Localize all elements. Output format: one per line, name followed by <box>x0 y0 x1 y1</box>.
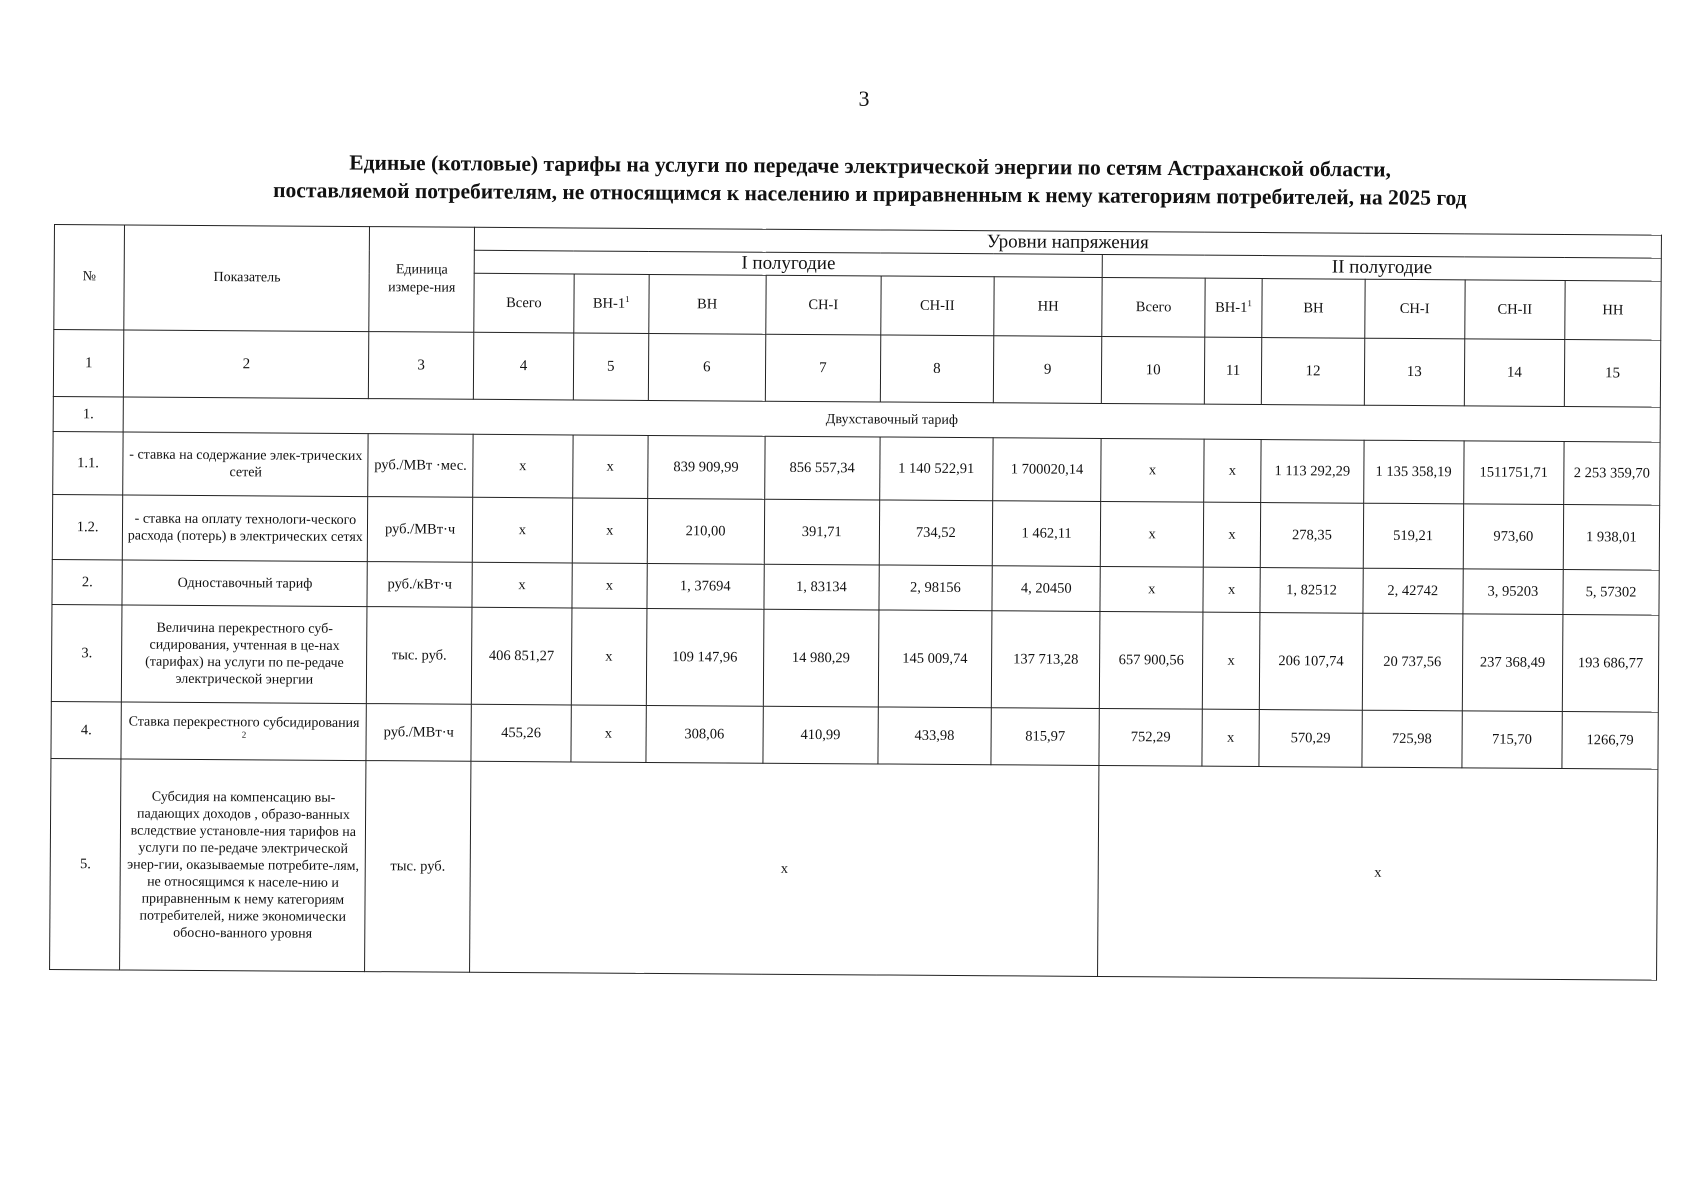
document-title <box>120 147 1620 213</box>
table-cell: 725,98 <box>1362 710 1463 768</box>
table-cell: 278,35 <box>1261 503 1364 569</box>
row-indicator: - ставка на оплату технологи-ческого расхода (потерь) в электрических сетях <box>123 495 369 562</box>
row-no: 1.1. <box>53 431 124 494</box>
footnote-mark-1: 1 <box>625 293 630 304</box>
header-h2-vn1-label: ВН-1 <box>1215 299 1248 316</box>
row-indicator: Одноставочный тариф <box>122 560 367 607</box>
table-cell: x <box>1202 709 1260 766</box>
row-unit: руб./МВт·ч <box>368 497 473 563</box>
table-cell: 2, 98156 <box>879 565 992 611</box>
col-number: 10 <box>1102 336 1205 404</box>
table-cell: 1 700020,14 <box>992 438 1101 502</box>
table-cell: 1 462,11 <box>992 501 1101 567</box>
table-cell: 1511751,71 <box>1463 441 1564 505</box>
table-cell: 657 900,56 <box>1100 611 1203 709</box>
table-cell: 1 113 292,29 <box>1261 440 1364 504</box>
row-no: 2. <box>52 559 123 604</box>
row-no: 1.2. <box>52 494 123 559</box>
table-cell: 4, 20450 <box>992 566 1101 612</box>
table-cell: 1 135 358,19 <box>1363 440 1464 504</box>
row-no: 4. <box>51 701 122 758</box>
table-cell: 20 737,56 <box>1362 613 1463 711</box>
row-no: 3. <box>51 604 122 701</box>
table-cell: x <box>1203 567 1261 612</box>
table-cell: x <box>572 563 647 608</box>
row-indicator: Величина перекрестного суб-сидирования, учтенная в це-нах (тарифах) на услуги по пе-редаче электрической энергии <box>122 605 368 704</box>
col-number: 3 <box>369 332 474 400</box>
table-cell: 3, 95203 <box>1463 569 1563 615</box>
table-cell: 14 980,29 <box>763 609 879 707</box>
row-indicator-text: Ставка перекрестного субсидирования <box>128 714 360 732</box>
table-cell: 734,52 <box>879 500 992 566</box>
header-h1-nn: НН <box>994 277 1103 337</box>
table-cell: 210,00 <box>647 498 765 564</box>
header-half-2: II полугодие <box>1103 254 1662 281</box>
table-cell: 455,26 <box>471 704 572 762</box>
table-cell: 5, 57302 <box>1563 570 1659 616</box>
row-3 <box>51 604 1659 712</box>
row-unit: тыс. руб. <box>367 607 472 705</box>
row-1-2 <box>52 494 1659 570</box>
table-cell: x <box>1101 438 1204 502</box>
header-voltage-levels: Уровни напряжения <box>474 227 1661 258</box>
header-half-1: I полугодие <box>474 250 1103 277</box>
table-cell: 433,98 <box>878 707 991 765</box>
table-cell: x <box>572 498 647 563</box>
table-cell: 1 140 522,91 <box>880 437 993 501</box>
table-cell: 406 851,27 <box>471 607 572 705</box>
table-cell: x <box>472 562 572 608</box>
table-cell: 391,71 <box>764 499 880 565</box>
col-number: 5 <box>573 333 648 400</box>
table-cell: 570,29 <box>1259 710 1362 768</box>
header-h2-sn1: СН-I <box>1364 279 1465 339</box>
col-number: 6 <box>648 333 766 401</box>
table-cell: x <box>1101 501 1204 567</box>
tariff-table <box>49 224 1662 981</box>
header-h2-total: Всего <box>1102 277 1205 337</box>
col-number: 4 <box>473 332 574 400</box>
header-h1-sn2: СН-II <box>881 276 994 336</box>
col-number: 12 <box>1262 338 1365 406</box>
table-cell: 308,06 <box>646 705 764 763</box>
table-cell: 519,21 <box>1363 503 1464 569</box>
table-cell: 1, 37694 <box>647 563 764 609</box>
header-h1-vn1-label: ВН-1 <box>592 295 626 312</box>
table-cell: x <box>473 434 574 498</box>
header-h2-vn: ВН <box>1262 279 1365 339</box>
table-cell: x <box>573 435 648 498</box>
table-cell: 2, 42742 <box>1363 568 1463 614</box>
table-cell: 973,60 <box>1463 504 1564 570</box>
row-indicator: Субсидия на компенсацию вы-падающих доходов , образо-ванных вследствие установле-ния тарифов на услуги по пе-редаче электрической энер-гии, оказываемые потребите-лям, не относящимся к населе-нию и приравненным к нему категориям потребителей, ниже экономически обосно-ванного уровня <box>120 759 366 972</box>
row-4 <box>51 701 1658 769</box>
table-cell-half-1: x <box>469 761 1099 976</box>
col-number: 14 <box>1464 339 1565 407</box>
table-cell: 206 107,74 <box>1260 613 1363 711</box>
table-cell: 109 147,96 <box>646 608 764 706</box>
col-number: 11 <box>1204 337 1262 404</box>
row-unit: тыс. руб. <box>365 761 471 973</box>
tariff-table-wrapper <box>49 224 1662 981</box>
table-cell: 410,99 <box>763 706 878 764</box>
title-line-1: Единые (котловые) тарифы на услуги по передаче электрической энергии по сетям Астраханской области, <box>349 150 1391 182</box>
col-number: 13 <box>1364 338 1465 406</box>
header-no: № <box>54 225 125 330</box>
row-indicator: - ставка на содержание элек-трических сетей <box>123 432 368 497</box>
table-cell: 137 713,28 <box>991 611 1100 709</box>
table-cell: x <box>472 497 573 563</box>
table-cell: x <box>1203 502 1261 567</box>
col-number: 2 <box>124 330 370 399</box>
header-h1-vn1 <box>574 274 649 333</box>
table-cell: x <box>1203 439 1261 502</box>
table-cell: 2 253 359,70 <box>1564 442 1660 506</box>
table-cell: 1 938,01 <box>1563 505 1660 571</box>
row-5 <box>50 758 1658 980</box>
header-unit: Единица измере-ния <box>369 227 474 333</box>
header-h1-sn1: СН-I <box>766 275 881 335</box>
table-cell: 145 009,74 <box>878 610 992 708</box>
row-unit: руб./кВт·ч <box>367 562 472 608</box>
header-h1-vn: ВН <box>648 274 766 334</box>
table-cell: x <box>571 608 646 705</box>
header-h2-nn: НН <box>1565 281 1661 341</box>
row-no: 1. <box>53 396 124 431</box>
row-no: 5. <box>50 758 122 969</box>
table-cell: x <box>1202 612 1260 709</box>
table-cell: 752,29 <box>1099 708 1202 766</box>
col-number: 7 <box>765 334 881 402</box>
row-1-1 <box>53 431 1660 505</box>
table-cell: 839 909,99 <box>647 435 765 499</box>
table-cell: 715,70 <box>1462 711 1563 769</box>
table-cell-half-2: x <box>1098 765 1658 980</box>
row-section-title: Двухставочный тариф <box>123 397 1660 442</box>
table-cell: 1, 82512 <box>1260 568 1363 614</box>
row-unit: руб./МВт ·мес. <box>368 434 473 498</box>
table-cell: 1266,79 <box>1562 712 1658 770</box>
header-h2-sn2: СН-II <box>1465 280 1566 340</box>
table-cell: 237 368,49 <box>1462 614 1563 712</box>
row-unit: руб./МВт·ч <box>366 704 471 762</box>
footnote-mark-2: 2 <box>241 729 247 740</box>
table-cell: x <box>1100 566 1203 612</box>
col-number: 15 <box>1564 340 1661 408</box>
page-number: 3 <box>858 86 870 111</box>
col-number: 8 <box>880 335 993 403</box>
col-number: 9 <box>993 336 1102 404</box>
header-h1-total: Всего <box>474 273 575 333</box>
header-h2-vn1 <box>1205 278 1263 337</box>
table-cell: x <box>571 705 646 762</box>
table-cell: 856 557,34 <box>764 436 879 500</box>
table-cell: 193 686,77 <box>1562 615 1659 713</box>
row-indicator <box>121 702 366 761</box>
table-cell: 1, 83134 <box>764 564 879 610</box>
footnote-mark-1: 1 <box>1247 298 1252 309</box>
column-number-row <box>53 330 1660 408</box>
table-cell: 815,97 <box>991 708 1100 766</box>
col-number: 1 <box>53 330 124 397</box>
title-line-2: поставляемой потребителям, не относящимся к населению и приравненным к нему категориям потребителей, на 2025 год <box>273 178 1467 210</box>
header-indicator: Показатель <box>124 225 370 332</box>
